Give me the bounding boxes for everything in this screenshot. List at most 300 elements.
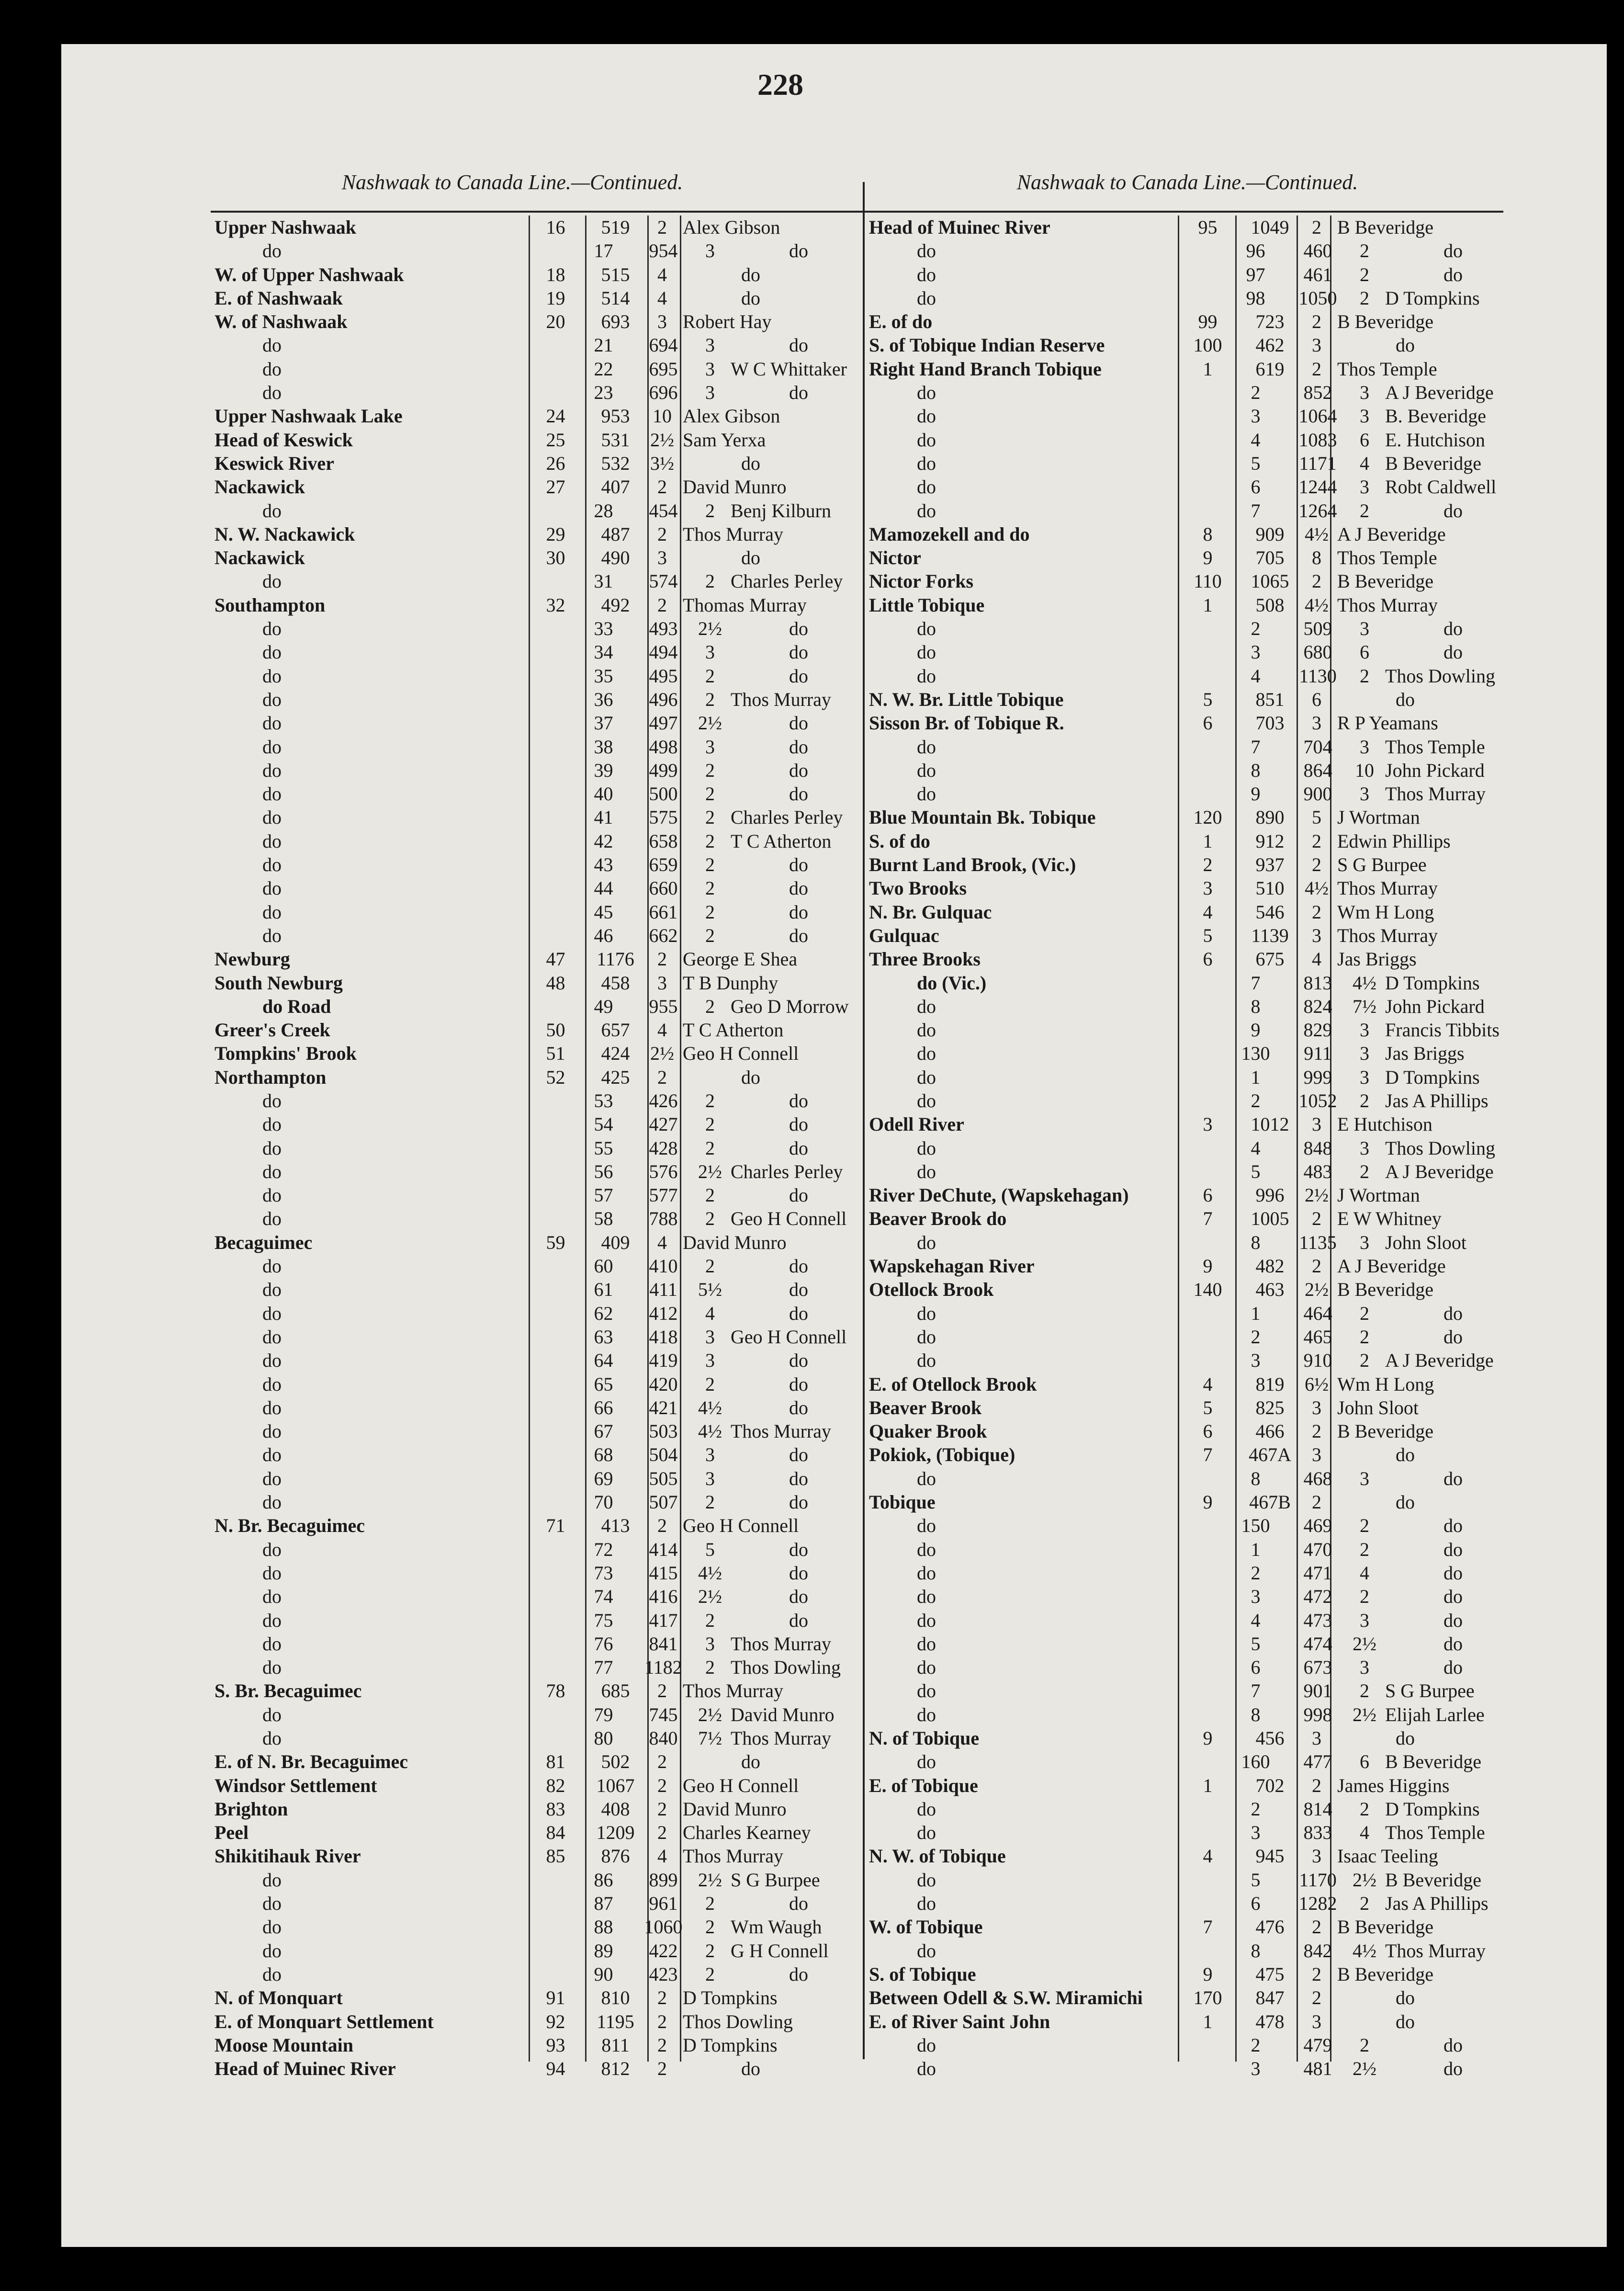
lot-number-cell: 49 xyxy=(594,995,613,1017)
grant-number-cell: 505 xyxy=(649,1467,678,1489)
acres-cell: 6 xyxy=(1360,641,1369,663)
lot-number-cell: 32 xyxy=(546,594,565,616)
locality-cell: do xyxy=(917,1703,936,1725)
acres-cell: 4 xyxy=(657,1019,667,1041)
acres-cell: 3 xyxy=(1360,1609,1369,1631)
grantee-cell: Thos Dowling xyxy=(683,2010,793,2032)
grant-number-cell: 477 xyxy=(1303,1751,1332,1773)
acres-cell: 2½ xyxy=(1353,1633,1376,1655)
grant-number-cell: 811 xyxy=(601,2034,630,2056)
grantee-cell: B Beveridge xyxy=(1337,1279,1434,1301)
acres-cell: 2 xyxy=(657,1822,667,1844)
grant-number-cell: 695 xyxy=(649,358,678,380)
lot-number-cell: 60 xyxy=(594,1255,613,1277)
acres-cell: 3 xyxy=(1312,2010,1321,2032)
table-row xyxy=(869,782,1624,805)
acres-cell: 2 xyxy=(705,1656,715,1679)
grantee-cell: Francis Tibbits xyxy=(1385,1019,1500,1041)
lot-number-cell: 41 xyxy=(594,806,613,828)
locality-cell: E. of do xyxy=(869,311,933,333)
grantee-cell: do xyxy=(1444,1656,1463,1679)
grantee-cell: do xyxy=(789,783,808,805)
lot-number-cell: 8 xyxy=(1251,1703,1261,1725)
lot-number-cell: 19 xyxy=(546,287,565,309)
grantee-cell: do xyxy=(1444,1609,1463,1631)
grantee-cell: D Tompkins xyxy=(1385,287,1480,309)
lot-number-cell: 47 xyxy=(546,948,565,970)
grantee-cell: do xyxy=(789,1963,808,1985)
grant-number-cell: 812 xyxy=(601,2058,630,2080)
grant-number-cell: 575 xyxy=(649,806,678,828)
table-row xyxy=(869,1892,1624,1915)
grantee-cell: Alex Gibson xyxy=(683,216,780,238)
lot-number-cell: 33 xyxy=(594,618,613,640)
locality-cell: Head of Keswick xyxy=(214,429,353,451)
locality-cell: do xyxy=(262,1703,282,1725)
locality-cell: Windsor Settlement xyxy=(214,1774,377,1796)
grant-number-cell: 909 xyxy=(1255,523,1285,545)
lot-number-cell: 6 xyxy=(1251,1656,1261,1679)
grant-number-cell: 693 xyxy=(601,311,630,333)
table-row xyxy=(869,546,1624,569)
locality-cell: do xyxy=(917,783,936,805)
lot-number-cell: 3 xyxy=(1251,1350,1261,1372)
acres-cell: 2½ xyxy=(1353,1869,1376,1891)
acres-cell: 2 xyxy=(1312,1491,1321,1513)
table-row xyxy=(869,735,1624,759)
grant-number-cell: 852 xyxy=(1303,382,1332,404)
grantee-cell: John Sloot xyxy=(1337,1396,1419,1418)
grantee-cell: Wm H Long xyxy=(1337,1373,1434,1395)
locality-cell: do xyxy=(262,1350,282,1372)
grantee-cell: Thos Murray xyxy=(1385,1939,1486,1962)
lot-number-cell: 16 xyxy=(546,216,565,238)
acres-cell: 4½ xyxy=(1305,594,1329,616)
lot-number-cell: 2 xyxy=(1251,2034,1261,2056)
locality-cell: do xyxy=(917,1869,936,1891)
acres-cell: 2 xyxy=(1360,1350,1369,1372)
grantee-cell: do xyxy=(1396,1987,1415,2009)
grant-number-cell: 410 xyxy=(649,1255,678,1277)
lot-number-cell: 20 xyxy=(546,311,565,333)
acres-cell: 2 xyxy=(1312,1420,1321,1442)
locality-cell: Greer's Creek xyxy=(214,1019,330,1041)
grant-number-cell: 473 xyxy=(1303,1609,1332,1631)
grantee-cell: do xyxy=(1396,334,1415,356)
locality-cell: do xyxy=(262,382,282,404)
grant-number-cell: 481 xyxy=(1303,2058,1332,2080)
acres-cell: 2 xyxy=(705,759,715,781)
acres-cell: 3 xyxy=(657,547,667,569)
grant-number-cell: 490 xyxy=(601,547,630,569)
lot-number-cell: 34 xyxy=(594,641,613,663)
acres-cell: 4½ xyxy=(1305,523,1329,545)
locality-cell: do xyxy=(917,1515,936,1537)
grantee-cell: S G Burpee xyxy=(1385,1680,1475,1702)
locality-cell: River DeChute, (Wapskehagan) xyxy=(869,1184,1129,1206)
acres-cell: 10 xyxy=(1355,759,1374,781)
acres-cell: 2½ xyxy=(650,429,674,451)
grantee-cell: do xyxy=(1444,263,1463,285)
locality-cell: Nictor Forks xyxy=(869,570,974,592)
acres-cell: 2 xyxy=(657,2058,667,2080)
acres-cell: 2 xyxy=(657,1680,667,1702)
grant-number-cell: 819 xyxy=(1255,1373,1285,1395)
locality-cell: Head of Muinec River xyxy=(869,216,1050,238)
grant-number-cell: 675 xyxy=(1255,948,1285,970)
grantee-cell: do xyxy=(1444,2058,1463,2080)
grantee-cell: do xyxy=(789,1137,808,1159)
grantee-cell: do xyxy=(789,1538,808,1560)
locality-cell: Peel xyxy=(214,1822,249,1844)
grant-number-cell: 508 xyxy=(1255,594,1285,616)
acres-cell: 4 xyxy=(657,263,667,285)
grant-number-cell: 658 xyxy=(649,830,678,852)
grantee-cell: D Tompkins xyxy=(1385,1066,1480,1088)
locality-cell: do xyxy=(917,263,936,285)
grant-number-cell: 479 xyxy=(1303,2034,1332,2056)
grant-number-cell: 901 xyxy=(1303,1680,1332,1702)
lot-number-cell: 37 xyxy=(594,712,613,734)
grant-number-cell: 1050 xyxy=(1298,287,1337,309)
acres-cell: 2 xyxy=(1360,1302,1369,1324)
acres-cell: 2 xyxy=(705,830,715,852)
grantee-cell: Thos Murray xyxy=(731,1420,831,1442)
acres-cell: 3 xyxy=(657,972,667,994)
grantee-cell: do xyxy=(789,877,808,899)
acres-cell: 2 xyxy=(657,1751,667,1773)
grantee-cell: do xyxy=(1396,688,1415,710)
locality-cell: do xyxy=(262,1916,282,1938)
locality-cell: do xyxy=(262,1396,282,1418)
acres-cell: 2 xyxy=(657,476,667,498)
table-row xyxy=(869,1774,1624,1797)
grant-number-cell: 1170 xyxy=(1299,1869,1337,1891)
table-row xyxy=(869,2033,1624,2057)
table-row xyxy=(869,215,1624,239)
locality-cell: do xyxy=(262,1939,282,1962)
locality-cell: do xyxy=(262,358,282,380)
acres-cell: 2 xyxy=(1312,216,1321,238)
lot-number-cell: 7 xyxy=(1251,736,1261,758)
grantee-cell: John Sloot xyxy=(1385,1231,1467,1253)
locality-cell: do xyxy=(917,1350,936,1372)
locality-cell: do xyxy=(917,1302,936,1324)
locality-cell: do xyxy=(917,382,936,404)
grantee-cell: Jas Briggs xyxy=(1337,948,1417,970)
locality-cell: Southampton xyxy=(214,594,326,616)
grant-number-cell: 1282 xyxy=(1298,1893,1337,1915)
grantee-cell: Thos Murray xyxy=(1337,594,1438,616)
table-row xyxy=(869,1962,1624,1986)
locality-cell: N. Br. Gulquac xyxy=(869,901,992,923)
table-row xyxy=(869,1844,1624,1868)
acres-cell: 3 xyxy=(1360,1231,1369,1253)
grantee-cell: David Munro xyxy=(731,1703,835,1725)
lot-number-cell: 7 xyxy=(1203,1444,1213,1466)
table-row xyxy=(869,1868,1624,1892)
lot-number-cell: 75 xyxy=(594,1609,613,1631)
grantee-cell: Charles Perley xyxy=(731,570,843,592)
table-row xyxy=(869,711,1624,735)
grantee-cell: do xyxy=(1396,1444,1415,1466)
lot-number-cell: 25 xyxy=(546,429,565,451)
lot-number-cell: 35 xyxy=(594,665,613,687)
grant-number-cell: 824 xyxy=(1303,995,1332,1017)
lot-number-cell: 39 xyxy=(594,759,613,781)
lot-number-cell: 7 xyxy=(1251,499,1261,522)
acres-cell: 2 xyxy=(657,2034,667,2056)
lot-number-cell: 8 xyxy=(1251,995,1261,1017)
lot-number-cell: 31 xyxy=(594,570,613,592)
grantee-cell: do xyxy=(789,1350,808,1372)
grant-number-cell: 1176 xyxy=(597,948,634,970)
acres-cell: 3 xyxy=(1312,924,1321,946)
table-row xyxy=(869,1561,1624,1585)
grant-number-cell: 467B xyxy=(1249,1491,1291,1513)
grantee-cell: Robt Caldwell xyxy=(1385,476,1497,498)
table-row xyxy=(869,1750,1624,1773)
lot-number-cell: 2 xyxy=(1251,382,1261,404)
grant-number-cell: 996 xyxy=(1255,1184,1285,1206)
grantee-cell: Isaac Teeling xyxy=(1337,1845,1438,1867)
grant-number-cell: 694 xyxy=(649,334,678,356)
lot-number-cell: 21 xyxy=(594,334,613,356)
table-row xyxy=(869,1066,1624,1089)
acres-cell: 2½ xyxy=(1353,1703,1376,1725)
grant-number-cell: 661 xyxy=(649,901,678,923)
locality-cell: do xyxy=(917,1656,936,1679)
lot-number-cell: 8 xyxy=(1251,1939,1261,1962)
grant-number-cell: 702 xyxy=(1255,1774,1285,1796)
acres-cell: 3 xyxy=(705,1444,715,1466)
grantee-cell: do xyxy=(789,382,808,404)
acres-cell: 3 xyxy=(1360,1656,1369,1679)
lot-number-cell: 6 xyxy=(1251,476,1261,498)
lot-number-cell: 65 xyxy=(594,1373,613,1395)
lot-number-cell: 55 xyxy=(594,1137,613,1159)
locality-cell: Nictor xyxy=(869,547,921,569)
grant-number-cell: 703 xyxy=(1255,712,1285,734)
lot-number-cell: 17 xyxy=(594,240,613,262)
grantee-cell: Thos Dowling xyxy=(1385,665,1495,687)
lot-number-cell: 6 xyxy=(1251,1893,1261,1915)
lot-number-cell: 23 xyxy=(594,382,613,404)
grantee-cell: B. Beveridge xyxy=(1385,405,1487,427)
grantee-cell: Thos Murray xyxy=(683,1680,783,1702)
table-row xyxy=(869,1679,1624,1702)
grant-number-cell: 937 xyxy=(1255,854,1285,876)
lot-number-cell: 79 xyxy=(594,1703,613,1725)
locality-cell: do xyxy=(262,688,282,710)
locality-cell: do xyxy=(917,452,936,474)
table-row xyxy=(869,1986,1624,2009)
grantee-cell: do xyxy=(1444,1302,1463,1324)
lot-number-cell: 28 xyxy=(594,499,613,522)
acres-cell: 3 xyxy=(1312,1444,1321,1466)
grantee-cell: Thos Murray xyxy=(731,688,831,710)
locality-cell: do xyxy=(262,1089,282,1111)
lot-number-cell: 9 xyxy=(1203,1727,1213,1749)
locality-cell: do xyxy=(262,1326,282,1348)
acres-cell: 2 xyxy=(1312,570,1321,592)
grantee-cell: Wm Waugh xyxy=(731,1916,822,1938)
grantee-cell: do xyxy=(789,618,808,640)
lot-number-cell: 1 xyxy=(1251,1538,1261,1560)
grantee-cell: David Munro xyxy=(683,476,787,498)
lot-number-cell: 6 xyxy=(1203,1420,1213,1442)
locality-cell: do xyxy=(917,1231,936,1253)
locality-cell: do xyxy=(262,901,282,923)
locality-cell: do xyxy=(917,736,936,758)
table-row xyxy=(869,1490,1624,1514)
lot-number-cell: 73 xyxy=(594,1562,613,1584)
lot-number-cell: 64 xyxy=(594,1350,613,1372)
grantee-cell: T B Dunphy xyxy=(683,972,778,994)
grantee-cell: Geo D Morrow xyxy=(731,995,849,1017)
locality-cell: do xyxy=(262,1893,282,1915)
locality-cell: do xyxy=(917,1538,936,1560)
acres-cell: 2½ xyxy=(698,1869,722,1891)
grant-number-cell: 514 xyxy=(601,287,630,309)
grant-number-cell: 745 xyxy=(649,1703,678,1725)
grant-number-cell: 696 xyxy=(649,382,678,404)
table-row xyxy=(869,1042,1624,1065)
acres-cell: 2 xyxy=(1360,499,1369,522)
header-rule xyxy=(211,211,1503,213)
locality-cell: do xyxy=(262,877,282,899)
grant-number-cell: 1049 xyxy=(1251,216,1289,238)
lot-number-cell: 5 xyxy=(1203,924,1213,946)
table-row xyxy=(869,2057,1624,2080)
grant-number-cell: 704 xyxy=(1303,736,1332,758)
page-number: 228 xyxy=(757,68,803,102)
acres-cell: 2 xyxy=(1360,1680,1369,1702)
grant-number-cell: 493 xyxy=(649,618,678,640)
grant-number-cell: 833 xyxy=(1303,1822,1332,1844)
grant-number-cell: 842 xyxy=(1303,1939,1332,1962)
locality-cell: do xyxy=(917,2034,936,2056)
grant-number-cell: 497 xyxy=(649,712,678,734)
locality-cell: Brighton xyxy=(214,1798,288,1820)
locality-cell: Wapskehagan River xyxy=(869,1255,1035,1277)
lot-number-cell: 90 xyxy=(594,1963,613,1985)
grantee-cell: Jas A Phillips xyxy=(1385,1893,1489,1915)
locality-cell: do xyxy=(917,1160,936,1182)
table-row xyxy=(869,1160,1624,1183)
locality-cell: do xyxy=(917,618,936,640)
acres-cell: 2 xyxy=(705,806,715,828)
lot-number-cell: 100 xyxy=(1193,334,1222,356)
table-row xyxy=(869,876,1624,900)
grantee-cell: Geo H Connell xyxy=(731,1208,847,1230)
grantee-cell: D Tompkins xyxy=(1385,972,1480,994)
grant-number-cell: 1130 xyxy=(1299,665,1337,687)
locality-cell: N. W. of Tobique xyxy=(869,1845,1006,1867)
locality-cell: do xyxy=(262,712,282,734)
locality-cell: E. of Tobique xyxy=(869,1774,978,1796)
table-row xyxy=(869,1183,1624,1207)
grantee-cell: do xyxy=(789,1586,808,1608)
grantee-cell: do xyxy=(1444,499,1463,522)
grant-number-cell: 576 xyxy=(649,1160,678,1182)
grant-number-cell: 411 xyxy=(649,1279,677,1301)
lot-number-cell: 22 xyxy=(594,358,613,380)
grantee-cell: A J Beveridge xyxy=(1385,1160,1494,1182)
lot-number-cell: 94 xyxy=(546,2058,565,2080)
grant-number-cell: 999 xyxy=(1303,1066,1332,1088)
grantee-cell: do xyxy=(789,1184,808,1206)
table-row xyxy=(869,664,1624,688)
acres-cell: 2 xyxy=(1360,263,1369,285)
acres-cell: 2 xyxy=(657,1774,667,1796)
acres-cell: 2 xyxy=(705,1089,715,1111)
table-row xyxy=(869,1797,1624,1821)
grant-number-cell: 840 xyxy=(649,1727,678,1749)
table-row xyxy=(869,1207,1624,1230)
acres-cell: 3 xyxy=(1360,1066,1369,1088)
acres-cell: 2 xyxy=(1360,1089,1369,1111)
grant-number-cell: 464 xyxy=(1303,1302,1332,1324)
grantee-cell: David Munro xyxy=(683,1798,787,1820)
acres-cell: 2 xyxy=(1360,240,1369,262)
locality-cell: Between Odell & S.W. Miramichi xyxy=(869,1987,1143,2009)
acres-cell: 3 xyxy=(1360,783,1369,805)
grantee-cell: do xyxy=(789,334,808,356)
grantee-cell: A J Beveridge xyxy=(1337,523,1446,545)
lot-number-cell: 29 xyxy=(546,523,565,545)
acres-cell: 4 xyxy=(657,287,667,309)
acres-cell: 2 xyxy=(705,877,715,899)
lot-number-cell: 77 xyxy=(594,1656,613,1679)
lot-number-cell: 38 xyxy=(594,736,613,758)
acres-cell: 4 xyxy=(705,1302,715,1324)
grantee-cell: Benj Kilburn xyxy=(731,499,831,522)
locality-cell: do xyxy=(262,1160,282,1182)
lot-number-cell: 63 xyxy=(594,1326,613,1348)
grantee-cell: Wm H Long xyxy=(1337,901,1434,923)
grant-number-cell: 470 xyxy=(1303,1538,1332,1560)
lot-number-cell: 2 xyxy=(1251,618,1261,640)
grantee-cell: do xyxy=(789,1562,808,1584)
locality-cell: Nackawick xyxy=(214,476,305,498)
grant-number-cell: 1244 xyxy=(1298,476,1337,498)
locality-cell: do xyxy=(262,1255,282,1277)
locality-cell: do xyxy=(917,1137,936,1159)
grant-number-cell: 810 xyxy=(601,1987,630,2009)
locality-cell: Quaker Brook xyxy=(869,1420,987,1442)
lot-number-cell: 50 xyxy=(546,1019,565,1041)
locality-cell: N. W. Br. Little Tobique xyxy=(869,688,1064,710)
locality-cell: do xyxy=(262,1113,282,1135)
lot-number-cell: 4 xyxy=(1203,901,1213,923)
table-row xyxy=(869,1726,1624,1750)
lot-number-cell: 30 xyxy=(546,547,565,569)
lot-number-cell: 5 xyxy=(1203,1396,1213,1418)
grant-number-cell: 961 xyxy=(649,1893,678,1915)
grantee-cell: Charles Perley xyxy=(731,806,843,828)
grantee-cell: do xyxy=(789,924,808,946)
grantee-cell: do xyxy=(789,1609,808,1631)
acres-cell: 2 xyxy=(705,901,715,923)
acres-cell: 2 xyxy=(657,216,667,238)
lot-number-cell: 140 xyxy=(1193,1279,1222,1301)
acres-cell: 2 xyxy=(657,1515,667,1537)
locality-cell: do xyxy=(262,736,282,758)
grant-number-cell: 421 xyxy=(649,1396,678,1418)
acres-cell: 2 xyxy=(705,570,715,592)
table-row xyxy=(869,404,1624,428)
